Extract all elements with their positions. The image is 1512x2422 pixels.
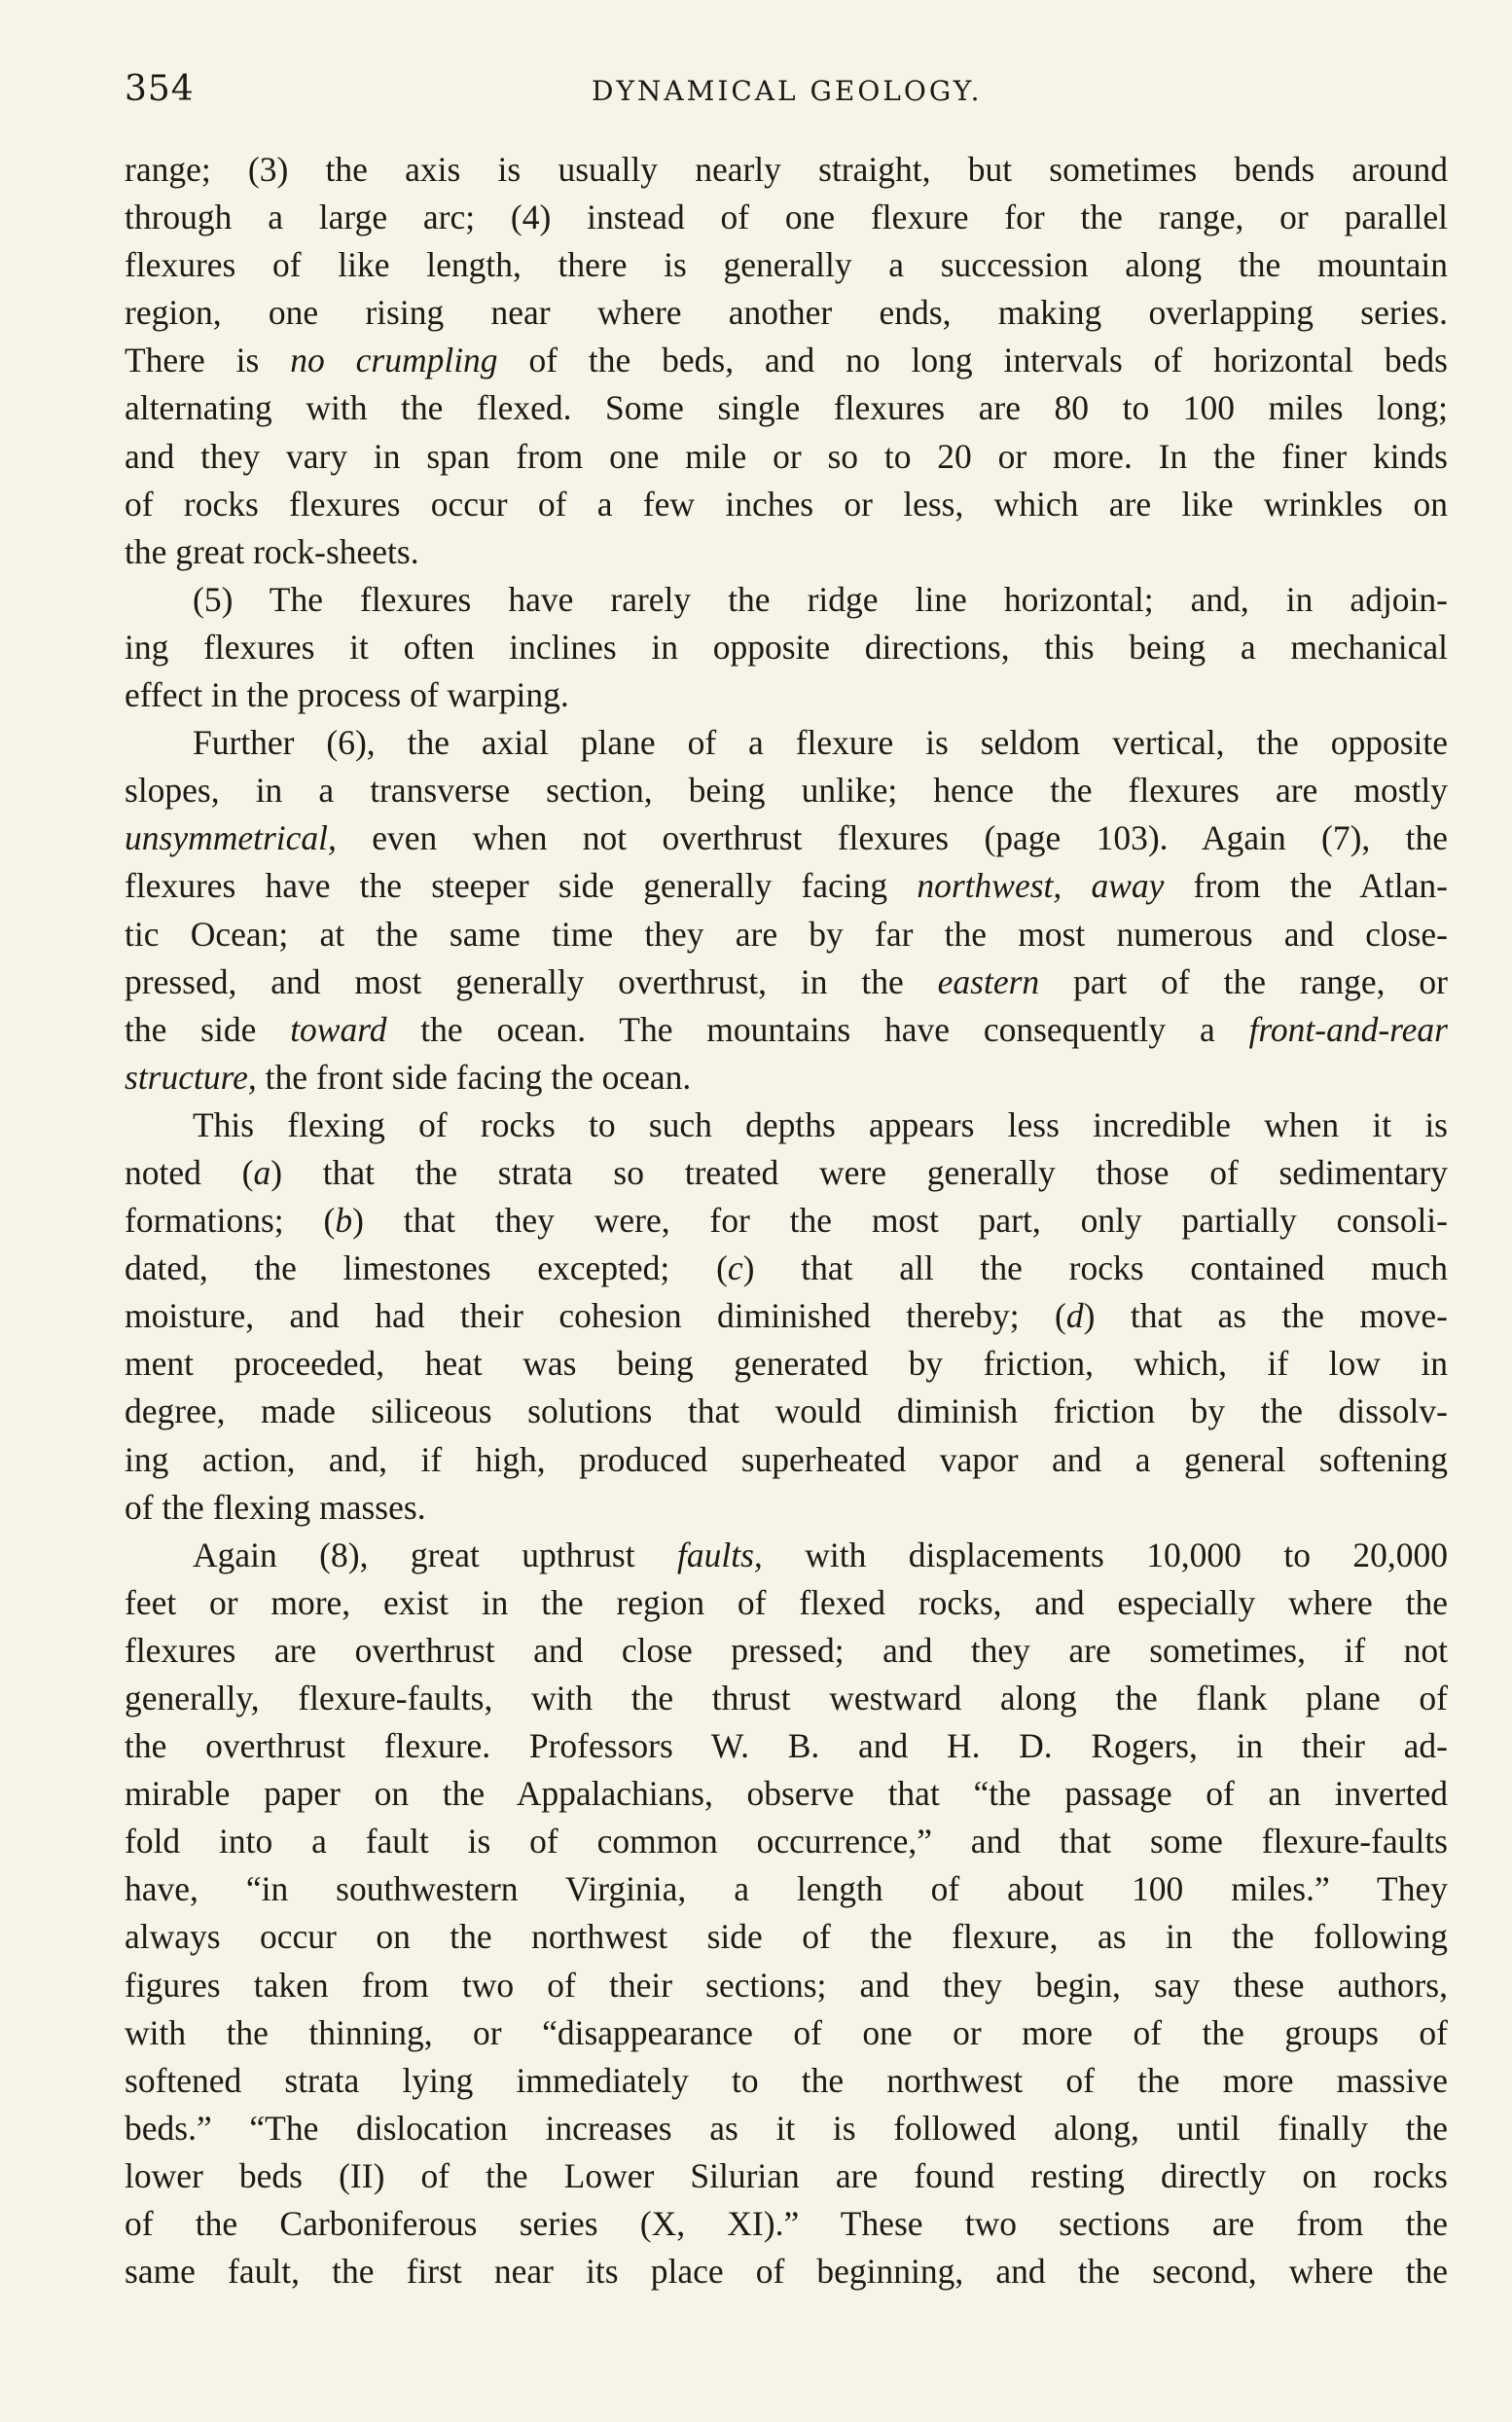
text-line bbox=[125, 1292, 1448, 1340]
text-line: feet or more, exist in the region of flexed rocks, and especially where the bbox=[125, 1582, 1448, 1622]
text-line: same fault, the first near its place of beginning, and the second, where the bbox=[125, 2252, 1448, 2292]
text-line bbox=[125, 337, 1448, 384]
text-run: ) that as the move- bbox=[1083, 1296, 1448, 1336]
text-run: There is bbox=[125, 341, 291, 380]
page-header bbox=[125, 60, 1448, 119]
text-line: figures taken from two of their sections; and they begin, say these authors, bbox=[125, 1965, 1448, 2005]
text-line bbox=[125, 1054, 1448, 1102]
text-line: through a large arc; (4) instead of one flexure for the range, or parallel bbox=[125, 198, 1448, 237]
italic-text: northwest, away bbox=[917, 866, 1165, 906]
text-line: generally, flexure-faults, with the thrust westward along the flank plane of bbox=[125, 1679, 1448, 1717]
page-number: 354 bbox=[125, 69, 195, 109]
text-line: of rocks flexures occur of a few inches or less, which are like wrinkles on bbox=[125, 484, 1448, 524]
text-line bbox=[125, 814, 1448, 862]
text-line bbox=[125, 1245, 1448, 1292]
text-run: the front side facing the ocean. bbox=[256, 1057, 692, 1097]
text-line: ing flexures it often inclines in opposite directions, this being a mechanical bbox=[125, 627, 1448, 667]
text-line: flexures are overthrust and close pressed; and they are sometimes, if not bbox=[125, 1630, 1448, 1670]
text-line: fold into a fault is of common occurrence,” and that some flexure-faults bbox=[125, 1822, 1448, 1862]
text-run: the side bbox=[125, 1009, 291, 1049]
text-run: ) that all the rocks contained much bbox=[742, 1248, 1448, 1288]
text-run: part of the range, or bbox=[1039, 961, 1448, 1001]
italic-text: eastern bbox=[937, 961, 1040, 1001]
italic-text: c bbox=[727, 1248, 743, 1288]
italic-text: no crumpling bbox=[290, 341, 498, 380]
body-text bbox=[125, 146, 1448, 2295]
text-run: with displacements 10,000 to 20,000 bbox=[762, 1535, 1448, 1574]
italic-text: unsymmetrical, bbox=[125, 818, 337, 858]
italic-text: structure, bbox=[125, 1057, 257, 1097]
text-line: Further (6), the axial plane of a flexure is seldom vertical, the opposite bbox=[193, 723, 1448, 763]
text-run: the ocean. The mountains have consequently a bbox=[386, 1009, 1249, 1049]
text-line: always occur on the northwest side of the flexure, as in the following bbox=[125, 1917, 1448, 1957]
text-line bbox=[125, 958, 1448, 1006]
text-line: This flexing of rocks to such depths appears less incredible when it is bbox=[193, 1104, 1448, 1144]
text-line bbox=[125, 1006, 1448, 1054]
text-line: have, “in southwestern Virginia, a length of about 100 miles.” They bbox=[125, 1869, 1448, 1909]
text-run: moisture, and had their cohesion diminished thereby; ( bbox=[125, 1296, 1066, 1336]
text-line: the great rock-sheets. bbox=[125, 531, 419, 571]
text-line: of the Carboniferous series (X, XI).” These two sections are from the bbox=[125, 2204, 1448, 2244]
text-run: formations; ( bbox=[125, 1201, 336, 1241]
text-run: even when not overthrust flexures (page 103). Again (7), the bbox=[336, 818, 1448, 858]
italic-text: toward bbox=[290, 1009, 387, 1049]
text-run: pressed, and most generally overthrust, in the bbox=[125, 961, 938, 1001]
text-line: tic Ocean; at the same time they are by far the most numerous and close- bbox=[125, 914, 1448, 954]
italic-text: d bbox=[1065, 1296, 1084, 1336]
text-line bbox=[125, 1197, 1448, 1245]
text-line: lower beds (II) of the Lower Silurian are found resting directly on rocks bbox=[125, 2155, 1448, 2195]
text-run: dated, the limestones excepted; ( bbox=[125, 1248, 728, 1288]
text-line bbox=[125, 862, 1448, 910]
running-title: DYNAMICAL GEOLOGY. bbox=[592, 75, 983, 107]
italic-text: b bbox=[335, 1201, 353, 1241]
text-line: ment proceeded, heat was being generated by friction, which, if low in bbox=[125, 1344, 1448, 1384]
text-line: degree, made siliceous solutions that would diminish friction by the dissolv- bbox=[125, 1392, 1448, 1431]
text-run: ) that the strata so treated were generally those of sedimentary bbox=[270, 1152, 1448, 1192]
text-line: alternating with the flexed. Some single flexures are 80 to 100 miles long; bbox=[125, 388, 1448, 428]
text-line: beds.” “The dislocation increases as it is followed along, until finally the bbox=[125, 2108, 1448, 2148]
text-line: effect in the process of warping. bbox=[125, 675, 569, 715]
text-run: from the Atlan- bbox=[1164, 866, 1448, 906]
text-line bbox=[125, 1149, 1448, 1197]
text-line: region, one rising near where another ends, making overlapping series. bbox=[125, 293, 1448, 333]
italic-text: faults, bbox=[677, 1535, 763, 1574]
italic-text: a bbox=[253, 1152, 271, 1192]
text-run: noted ( bbox=[125, 1152, 254, 1192]
text-line: flexures of like length, there is generally a succession along the mountain bbox=[125, 245, 1448, 285]
text-line: slopes, in a transverse section, being unlike; hence the flexures are mostly bbox=[125, 771, 1448, 811]
text-line: ing action, and, if high, produced superheated vapor and a general softening bbox=[125, 1439, 1448, 1479]
text-line: mirable paper on the Appalachians, observe that “the passage of an inverted bbox=[125, 1774, 1448, 1814]
text-line: the overthrust flexure. Professors W. B. and H. D. Rogers, in their ad- bbox=[125, 1726, 1448, 1766]
text-line bbox=[125, 1532, 1448, 1579]
text-line: of the flexing masses. bbox=[125, 1487, 426, 1527]
text-line: and they vary in span from one mile or so to 20 or more. In the finer kinds bbox=[125, 436, 1448, 476]
italic-text: front-and-rear bbox=[1248, 1009, 1448, 1049]
text-line: (5) The flexures have rarely the ridge line horizontal; and, in adjoin- bbox=[193, 579, 1448, 619]
text-run: Again (8), great upthrust bbox=[193, 1535, 678, 1574]
text-run: of the beds, and no long intervals of horizontal beds bbox=[497, 341, 1448, 380]
text-line: softened strata lying immediately to the northwest of the more massive bbox=[125, 2060, 1448, 2100]
text-run: flexures have the steeper side generally facing bbox=[125, 866, 918, 906]
text-line: with the thinning, or “disappearance of one or more of the groups of bbox=[125, 2012, 1448, 2052]
text-run: ) that they were, for the most part, only partially consoli- bbox=[352, 1201, 1448, 1241]
text-line: range; (3) the axis is usually nearly straight, but sometimes bends around bbox=[125, 150, 1448, 189]
